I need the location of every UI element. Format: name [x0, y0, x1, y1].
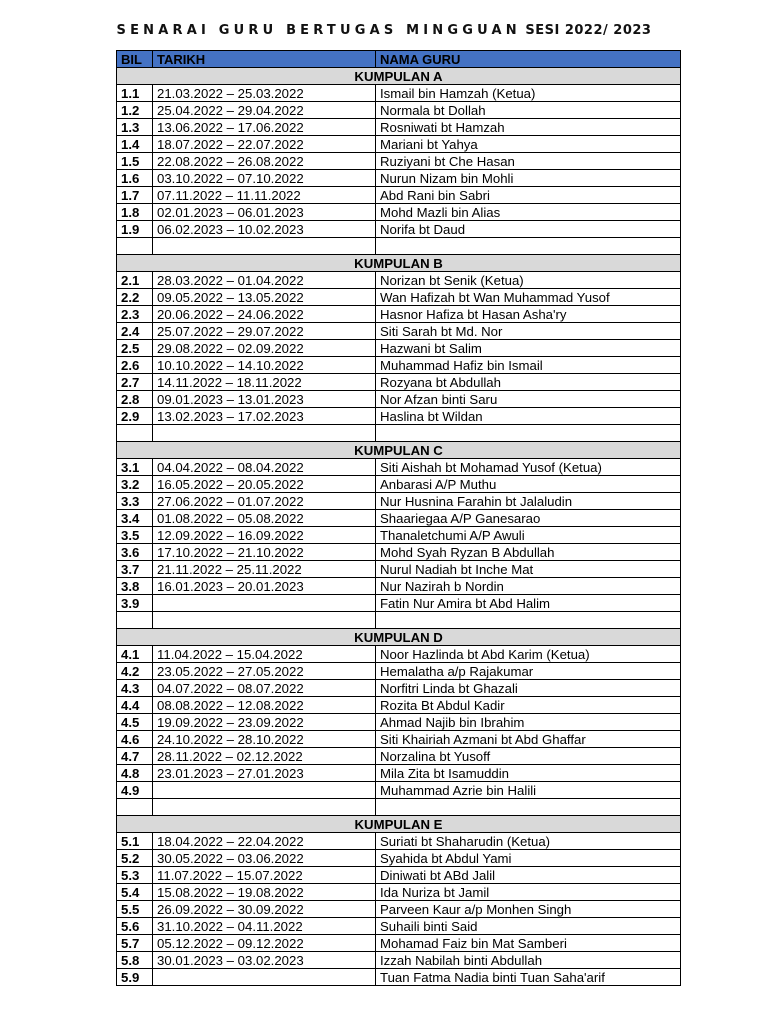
cell-nama: Siti Aishah bt Mohamad Yusof (Ketua) [376, 459, 681, 476]
table-row [117, 493, 681, 510]
table-row [117, 289, 681, 306]
group-name: KUMPULAN B [117, 255, 681, 272]
table-row [117, 391, 681, 408]
cell-tarikh: 11.07.2022 – 15.07.2022 [153, 867, 376, 884]
cell-tarikh: 04.07.2022 – 08.07.2022 [153, 680, 376, 697]
cell-bil: 3.5 [117, 527, 153, 544]
cell-tarikh [153, 799, 376, 816]
group-header-row [117, 68, 681, 85]
cell-nama: Thanaletchumi A/P Awuli [376, 527, 681, 544]
cell-bil: 4.5 [117, 714, 153, 731]
table-row [117, 680, 681, 697]
group-header-row [117, 816, 681, 833]
cell-nama: Tuan Fatma Nadia binti Tuan Saha'arif [376, 969, 681, 986]
cell-tarikh: 31.10.2022 – 04.11.2022 [153, 918, 376, 935]
page-title [0, 23, 768, 38]
group-header-row [117, 629, 681, 646]
cell-bil: 1.2 [117, 102, 153, 119]
table-row [117, 799, 681, 816]
table-row [117, 102, 681, 119]
table-row [117, 170, 681, 187]
cell-tarikh: 29.08.2022 – 02.09.2022 [153, 340, 376, 357]
cell-tarikh: 16.05.2022 – 20.05.2022 [153, 476, 376, 493]
table-row [117, 969, 681, 986]
cell-nama: Mohd Mazli bin Alias [376, 204, 681, 221]
cell-nama: Muhammad Hafiz bin Ismail [376, 357, 681, 374]
table-row [117, 204, 681, 221]
table-row [117, 374, 681, 391]
cell-bil: 2.3 [117, 306, 153, 323]
table-row [117, 238, 681, 255]
table-row [117, 323, 681, 340]
cell-bil: 1.8 [117, 204, 153, 221]
cell-bil: 3.7 [117, 561, 153, 578]
cell-bil: 3.1 [117, 459, 153, 476]
cell-nama: Noor Hazlinda bt Abd Karim (Ketua) [376, 646, 681, 663]
cell-bil: 1.9 [117, 221, 153, 238]
cell-bil: 2.1 [117, 272, 153, 289]
cell-nama: Norfitri Linda bt Ghazali [376, 680, 681, 697]
table-row [117, 136, 681, 153]
table-row [117, 425, 681, 442]
cell-bil: 5.2 [117, 850, 153, 867]
cell-nama: Nur Nazirah b Nordin [376, 578, 681, 595]
cell-bil: 1.7 [117, 187, 153, 204]
cell-nama [376, 238, 681, 255]
cell-bil: 3.4 [117, 510, 153, 527]
cell-nama: Shaariegaa A/P Ganesarao [376, 510, 681, 527]
cell-bil [117, 612, 153, 629]
cell-tarikh: 24.10.2022 – 28.10.2022 [153, 731, 376, 748]
cell-nama: Nor Afzan binti Saru [376, 391, 681, 408]
cell-tarikh: 09.05.2022 – 13.05.2022 [153, 289, 376, 306]
cell-tarikh: 08.08.2022 – 12.08.2022 [153, 697, 376, 714]
table-row [117, 782, 681, 799]
cell-nama: Rozita Bt Abdul Kadir [376, 697, 681, 714]
cell-bil: 4.6 [117, 731, 153, 748]
cell-tarikh: 10.10.2022 – 14.10.2022 [153, 357, 376, 374]
cell-bil: 3.8 [117, 578, 153, 595]
cell-nama: Mariani bt Yahya [376, 136, 681, 153]
cell-bil: 3.6 [117, 544, 153, 561]
table-body [117, 68, 681, 986]
cell-tarikh: 02.01.2023 – 06.01.2023 [153, 204, 376, 221]
table-row [117, 901, 681, 918]
cell-nama: Rozyana bt Abdullah [376, 374, 681, 391]
cell-nama: Muhammad Azrie bin Halili [376, 782, 681, 799]
cell-nama: Nurul Nadiah bt Inche Mat [376, 561, 681, 578]
table-row [117, 918, 681, 935]
cell-tarikh: 23.01.2023 – 27.01.2023 [153, 765, 376, 782]
cell-bil: 3.3 [117, 493, 153, 510]
table-row [117, 884, 681, 901]
cell-nama: Suhaili binti Said [376, 918, 681, 935]
cell-tarikh [153, 969, 376, 986]
cell-nama: Norzalina bt Yusoff [376, 748, 681, 765]
table-row [117, 85, 681, 102]
table-row [117, 459, 681, 476]
cell-tarikh: 21.11.2022 – 25.11.2022 [153, 561, 376, 578]
cell-bil: 4.1 [117, 646, 153, 663]
cell-bil [117, 238, 153, 255]
cell-tarikh: 12.09.2022 – 16.09.2022 [153, 527, 376, 544]
header-row [117, 51, 681, 68]
table-row [117, 595, 681, 612]
table-row [117, 340, 681, 357]
cell-tarikh: 04.04.2022 – 08.04.2022 [153, 459, 376, 476]
table-row [117, 765, 681, 782]
cell-tarikh: 07.11.2022 – 11.11.2022 [153, 187, 376, 204]
table-row [117, 867, 681, 884]
group-header-row [117, 442, 681, 459]
cell-nama: Normala bt Dollah [376, 102, 681, 119]
cell-nama: Siti Khairiah Azmani bt Abd Ghaffar [376, 731, 681, 748]
cell-nama: Mohd Syah Ryzan B Abdullah [376, 544, 681, 561]
cell-bil: 2.8 [117, 391, 153, 408]
table-row [117, 748, 681, 765]
table-row [117, 408, 681, 425]
cell-tarikh: 26.09.2022 – 30.09.2022 [153, 901, 376, 918]
cell-tarikh [153, 595, 376, 612]
table-row [117, 833, 681, 850]
cell-nama: Mohamad Faiz bin Mat Samberi [376, 935, 681, 952]
cell-bil: 2.5 [117, 340, 153, 357]
header-nama: NAMA GURU [376, 51, 681, 68]
cell-nama: Rosniwati bt Hamzah [376, 119, 681, 136]
cell-nama: Hemalatha a/p Rajakumar [376, 663, 681, 680]
cell-nama: Anbarasi A/P Muthu [376, 476, 681, 493]
title-session: SESI 2022/ 2023 [525, 23, 652, 38]
cell-nama [376, 425, 681, 442]
cell-bil: 2.7 [117, 374, 153, 391]
cell-tarikh: 14.11.2022 – 18.11.2022 [153, 374, 376, 391]
cell-tarikh: 20.06.2022 – 24.06.2022 [153, 306, 376, 323]
table-row [117, 850, 681, 867]
cell-nama: Hazwani bt Salim [376, 340, 681, 357]
cell-tarikh: 11.04.2022 – 15.04.2022 [153, 646, 376, 663]
cell-bil: 5.1 [117, 833, 153, 850]
table-row [117, 561, 681, 578]
table-row [117, 306, 681, 323]
cell-nama: Izzah Nabilah binti Abdullah [376, 952, 681, 969]
cell-bil: 5.6 [117, 918, 153, 935]
table-row [117, 357, 681, 374]
cell-bil: 5.8 [117, 952, 153, 969]
cell-nama: Ismail bin Hamzah (Ketua) [376, 85, 681, 102]
cell-tarikh [153, 612, 376, 629]
duty-roster-table [116, 50, 681, 986]
cell-bil [117, 425, 153, 442]
cell-nama: Diniwati bt ABd Jalil [376, 867, 681, 884]
cell-tarikh: 23.05.2022 – 27.05.2022 [153, 663, 376, 680]
cell-bil: 1.5 [117, 153, 153, 170]
cell-tarikh: 25.07.2022 – 29.07.2022 [153, 323, 376, 340]
cell-nama: Mila Zita bt Isamuddin [376, 765, 681, 782]
group-name: KUMPULAN C [117, 442, 681, 459]
group-header-row [117, 255, 681, 272]
cell-tarikh: 21.03.2022 – 25.03.2022 [153, 85, 376, 102]
group-name: KUMPULAN A [117, 68, 681, 85]
cell-tarikh [153, 238, 376, 255]
cell-bil: 4.7 [117, 748, 153, 765]
cell-tarikh: 13.06.2022 – 17.06.2022 [153, 119, 376, 136]
table-row [117, 935, 681, 952]
cell-bil: 4.9 [117, 782, 153, 799]
cell-nama [376, 612, 681, 629]
cell-bil: 5.9 [117, 969, 153, 986]
title-main: SENARAI GURU BERTUGAS MINGGUAN [116, 23, 521, 38]
cell-bil: 4.4 [117, 697, 153, 714]
cell-tarikh: 17.10.2022 – 21.10.2022 [153, 544, 376, 561]
cell-nama: Nurun Nizam bin Mohli [376, 170, 681, 187]
cell-bil: 5.3 [117, 867, 153, 884]
cell-bil: 1.1 [117, 85, 153, 102]
cell-bil [117, 799, 153, 816]
table-row [117, 527, 681, 544]
cell-nama: Siti Sarah bt Md. Nor [376, 323, 681, 340]
cell-bil: 4.3 [117, 680, 153, 697]
cell-nama: Hasnor Hafiza bt Hasan Asha'ry [376, 306, 681, 323]
cell-tarikh: 28.03.2022 – 01.04.2022 [153, 272, 376, 289]
table-row [117, 272, 681, 289]
cell-nama: Syahida bt Abdul Yami [376, 850, 681, 867]
cell-bil: 3.9 [117, 595, 153, 612]
cell-bil: 5.4 [117, 884, 153, 901]
cell-tarikh: 05.12.2022 – 09.12.2022 [153, 935, 376, 952]
table-row [117, 714, 681, 731]
cell-bil: 4.2 [117, 663, 153, 680]
table-header [117, 51, 681, 68]
cell-bil: 1.4 [117, 136, 153, 153]
cell-tarikh: 18.07.2022 – 22.07.2022 [153, 136, 376, 153]
cell-nama: Nur Husnina Farahin bt Jalaludin [376, 493, 681, 510]
group-name: KUMPULAN E [117, 816, 681, 833]
cell-nama: Ida Nuriza bt Jamil [376, 884, 681, 901]
cell-bil: 3.2 [117, 476, 153, 493]
cell-tarikh: 30.05.2022 – 03.06.2022 [153, 850, 376, 867]
cell-nama: Fatin Nur Amira bt Abd Halim [376, 595, 681, 612]
cell-nama: Abd Rani bin Sabri [376, 187, 681, 204]
table-row [117, 510, 681, 527]
cell-tarikh: 09.01.2023 – 13.01.2023 [153, 391, 376, 408]
table-row [117, 731, 681, 748]
table-row [117, 612, 681, 629]
cell-nama: Parveen Kaur a/p Monhen Singh [376, 901, 681, 918]
table-row [117, 544, 681, 561]
cell-tarikh: 25.04.2022 – 29.04.2022 [153, 102, 376, 119]
cell-nama: Ruziyani bt Che Hasan [376, 153, 681, 170]
table-row [117, 476, 681, 493]
cell-nama: Norizan bt Senik (Ketua) [376, 272, 681, 289]
cell-tarikh: 30.01.2023 – 03.02.2023 [153, 952, 376, 969]
cell-tarikh: 18.04.2022 – 22.04.2022 [153, 833, 376, 850]
cell-tarikh: 27.06.2022 – 01.07.2022 [153, 493, 376, 510]
cell-nama: Wan Hafizah bt Wan Muhammad Yusof [376, 289, 681, 306]
cell-bil: 4.8 [117, 765, 153, 782]
table-row [117, 153, 681, 170]
table-row [117, 646, 681, 663]
cell-tarikh: 03.10.2022 – 07.10.2022 [153, 170, 376, 187]
cell-tarikh: 22.08.2022 – 26.08.2022 [153, 153, 376, 170]
cell-bil: 2.9 [117, 408, 153, 425]
table-row [117, 187, 681, 204]
header-bil: BIL [117, 51, 153, 68]
cell-tarikh: 28.11.2022 – 02.12.2022 [153, 748, 376, 765]
cell-tarikh: 13.02.2023 – 17.02.2023 [153, 408, 376, 425]
group-name: KUMPULAN D [117, 629, 681, 646]
header-tarikh: TARIKH [153, 51, 376, 68]
cell-tarikh: 06.02.2023 – 10.02.2023 [153, 221, 376, 238]
cell-bil: 2.2 [117, 289, 153, 306]
cell-nama: Norifa bt Daud [376, 221, 681, 238]
cell-tarikh: 19.09.2022 – 23.09.2022 [153, 714, 376, 731]
table-row [117, 119, 681, 136]
cell-nama: Suriati bt Shaharudin (Ketua) [376, 833, 681, 850]
cell-bil: 5.5 [117, 901, 153, 918]
cell-nama: Haslina bt Wildan [376, 408, 681, 425]
cell-tarikh [153, 782, 376, 799]
cell-bil: 2.4 [117, 323, 153, 340]
table-row [117, 952, 681, 969]
cell-bil: 2.6 [117, 357, 153, 374]
cell-tarikh [153, 425, 376, 442]
cell-bil: 1.3 [117, 119, 153, 136]
cell-tarikh: 16.01.2023 – 20.01.2023 [153, 578, 376, 595]
table-row [117, 697, 681, 714]
table-row [117, 578, 681, 595]
table-row [117, 221, 681, 238]
cell-tarikh: 15.08.2022 – 19.08.2022 [153, 884, 376, 901]
table-row [117, 663, 681, 680]
cell-bil: 5.7 [117, 935, 153, 952]
cell-nama [376, 799, 681, 816]
cell-nama: Ahmad Najib bin Ibrahim [376, 714, 681, 731]
cell-tarikh: 01.08.2022 – 05.08.2022 [153, 510, 376, 527]
cell-bil: 1.6 [117, 170, 153, 187]
